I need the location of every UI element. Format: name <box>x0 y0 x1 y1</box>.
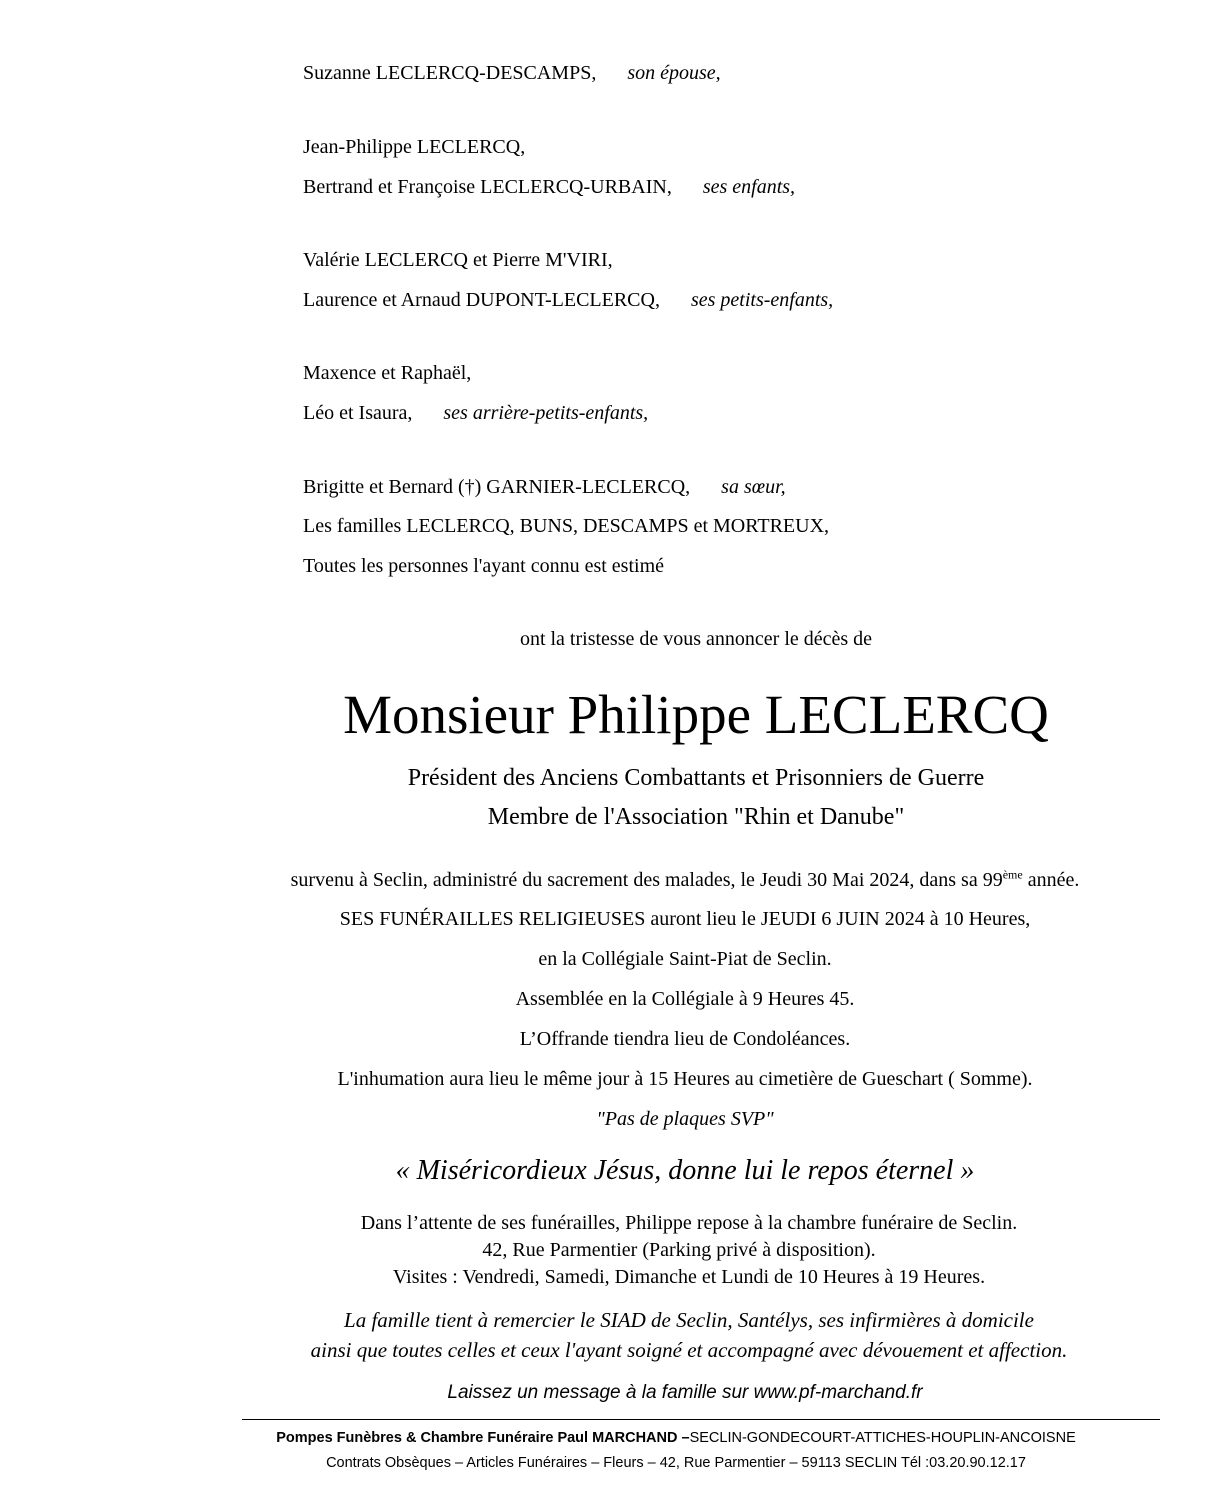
family-name: Suzanne LECLERCQ-DESCAMPS, <box>303 62 597 84</box>
family-relation: ses arrière-petits-enfants, <box>443 402 649 424</box>
family-line <box>303 554 664 578</box>
footer-company-name: Pompes Funèbres & Chambre Funéraire Paul MARCHAND – <box>276 1430 690 1446</box>
family-line <box>303 61 721 85</box>
family-line <box>303 135 525 159</box>
prayer-quote: « Miséricordieux Jésus, donne lui le repos éternel » <box>395 1155 975 1186</box>
family-line <box>303 475 786 499</box>
family-line <box>303 514 829 538</box>
family-relation: son épouse, <box>627 62 721 84</box>
footer-details: Contrats Obsèques – Articles Funéraires – Fleurs – 42, Rue Parmentier – 59113 SECLIN Tél :03.20.90.12.17 <box>326 1455 1026 1471</box>
footer-locations: SECLIN-GONDECOURT-ATTICHES-HOUPLIN-ANCOISNE <box>689 1430 1076 1446</box>
family-relation: ses petits-enfants, <box>690 289 834 311</box>
death-notice-end: année. <box>1022 869 1080 891</box>
deceased-title: Membre de l'Association "Rhin et Danube" <box>487 804 905 830</box>
family-relation: ses enfants, <box>702 176 796 198</box>
thanks-line: ainsi que toutes celles et ceux l'ayant soigné et accompagné avec dévouement et affection. <box>310 1338 1068 1362</box>
family-relation: sa sœur, <box>721 476 786 498</box>
death-notice <box>0 868 1214 892</box>
family-name: Laurence et Arnaud DUPONT-LECLERCQ, <box>303 289 660 311</box>
family-name: Jean-Philippe LECLERCQ, <box>303 136 526 158</box>
funeral-line: L’Offrande tiendra lieu de Condoléances. <box>519 1028 851 1050</box>
thanks-line: La famille tient à remercier le SIAD de Seclin, Santélys, ses infirmières à domicile <box>344 1308 1034 1332</box>
website-message: Laissez un message à la famille sur www.pf-marchand.fr <box>447 1382 923 1403</box>
family-name: Toutes les personnes l'ayant connu est estimé <box>303 555 665 577</box>
no-plaques-note: "Pas de plaques SVP" <box>596 1108 774 1130</box>
family-name: Bertrand et Françoise LECLERCQ-URBAIN, <box>303 176 672 198</box>
family-line <box>303 175 795 199</box>
deceased-name: Monsieur Philippe LECLERCQ <box>343 684 1049 745</box>
footer-company <box>0 1428 1214 1448</box>
footer-divider <box>242 1419 1160 1420</box>
family-name: Léo et Isaura, <box>303 402 413 424</box>
deceased-title: Président des Anciens Combattants et Prisonniers de Guerre <box>407 765 985 791</box>
visit-line: Dans l’attente de ses funérailles, Philippe repose à la chambre funéraire de Seclin. <box>360 1212 1018 1234</box>
funeral-line: en la Collégiale Saint-Piat de Seclin. <box>538 948 832 970</box>
visit-line: 42, Rue Parmentier (Parking privé à disposition). <box>482 1239 876 1261</box>
funeral-line: Assemblée en la Collégiale à 9 Heures 45. <box>515 988 855 1010</box>
announcement-text: ont la tristesse de vous annoncer le décès de <box>519 628 873 650</box>
family-name: Maxence et Raphaël, <box>303 362 472 384</box>
funeral-line: L'inhumation aura lieu le même jour à 15 Heures au cimetière de Gueschart ( Somme). <box>337 1068 1033 1090</box>
funeral-line: SES FUNÉRAILLES RELIGIEUSES auront lieu le JEUDI 6 JUIN 2024 à 10 Heures, <box>339 908 1031 930</box>
visit-line: Visites : Vendredi, Samedi, Dimanche et Lundi de 10 Heures à 19 Heures. <box>392 1266 986 1288</box>
family-line <box>303 401 648 425</box>
death-notice-text: survenu à Seclin, administré du sacrement des malades, le Jeudi 30 Mai 2024, dans sa 99 <box>290 869 1003 891</box>
family-line <box>303 361 471 385</box>
family-line <box>303 288 833 312</box>
family-name: Brigitte et Bernard (†) GARNIER-LECLERCQ, <box>303 476 691 498</box>
ordinal-suffix: ème <box>1002 867 1023 882</box>
family-line <box>303 248 613 272</box>
family-name: Valérie LECLERCQ et Pierre M'VIRI, <box>303 249 613 271</box>
family-name: Les familles LECLERCQ, BUNS, DESCAMPS et MORTREUX, <box>303 515 830 537</box>
